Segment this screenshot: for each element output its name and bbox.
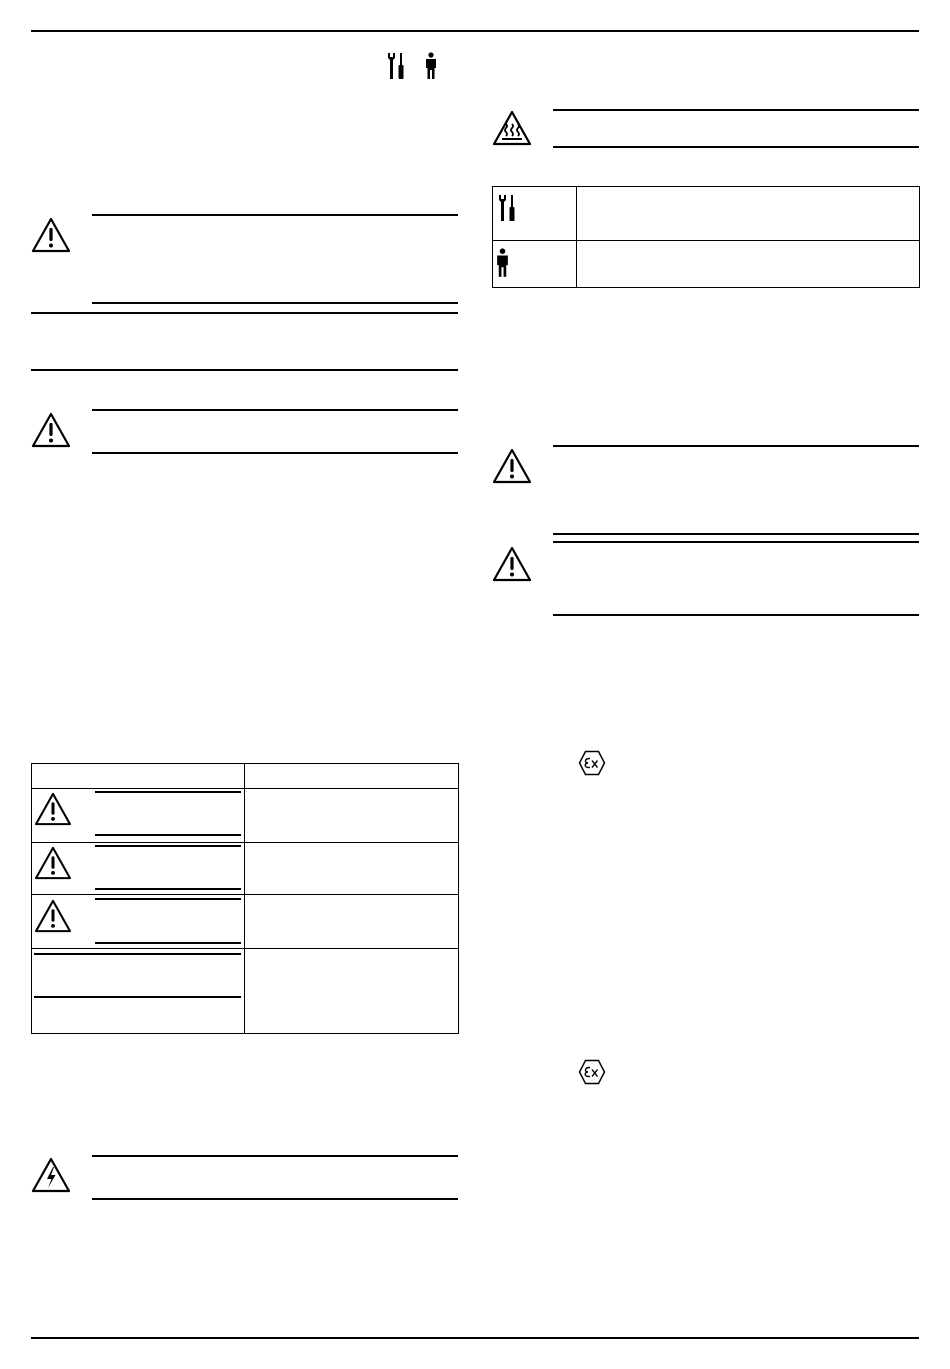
- person-icon: [424, 52, 438, 80]
- symbol-table-divider: [576, 186, 577, 288]
- page-top-rule: [31, 30, 919, 32]
- table-note-top-rule: [34, 953, 241, 955]
- symbol-table: [492, 186, 920, 288]
- wrench-screwdriver-icon: [386, 52, 406, 80]
- table-warning-top-rule: [95, 898, 241, 900]
- table-warning-bottom-rule: [95, 942, 241, 944]
- table-note-bottom-rule: [34, 996, 241, 998]
- warning-triangle-icon: [492, 546, 532, 582]
- warning-bottom-rule: [553, 614, 919, 616]
- warning-top-rule: [92, 214, 458, 216]
- table-warning-top-rule: [95, 791, 241, 793]
- hot-surface-icon: [492, 110, 532, 146]
- warning-top-rule: [553, 541, 919, 543]
- warning-top-rule: [92, 409, 458, 411]
- warning-bottom-rule: [553, 533, 919, 535]
- table-header-rule: [31, 788, 459, 789]
- table-row-rule: [31, 894, 459, 895]
- table-row-rule: [31, 842, 459, 843]
- table-column-divider: [244, 763, 245, 1034]
- warning-bottom-rule: [92, 452, 458, 454]
- note-top-rule: [31, 312, 458, 314]
- wrench-screwdriver-icon: [497, 192, 517, 224]
- table-warning-bottom-rule: [95, 888, 241, 890]
- table-warning-bottom-rule: [95, 834, 241, 836]
- warning-top-rule: [553, 445, 919, 447]
- warning-triangle-icon: [34, 846, 72, 880]
- warning-triangle-icon: [34, 792, 72, 826]
- hot-surface-top-rule: [553, 109, 919, 111]
- electrical-bottom-rule: [92, 1198, 458, 1200]
- warning-triangle-icon: [31, 412, 71, 448]
- ex-atex-icon: [578, 1059, 606, 1085]
- electrical-hazard-icon: [31, 1157, 71, 1193]
- table-row-rule: [31, 948, 459, 949]
- table-warning-top-rule: [95, 845, 241, 847]
- electrical-top-rule: [92, 1155, 458, 1157]
- warning-triangle-icon: [31, 217, 71, 253]
- note-bottom-rule: [31, 369, 458, 371]
- page-bottom-rule: [31, 1337, 919, 1339]
- warning-bottom-rule: [92, 302, 458, 304]
- ex-atex-icon: [578, 750, 606, 776]
- hot-surface-bottom-rule: [553, 146, 919, 148]
- warning-triangle-icon: [492, 448, 532, 484]
- person-icon: [495, 247, 510, 279]
- symbol-table-row-rule: [492, 240, 920, 241]
- warning-triangle-icon: [34, 899, 72, 933]
